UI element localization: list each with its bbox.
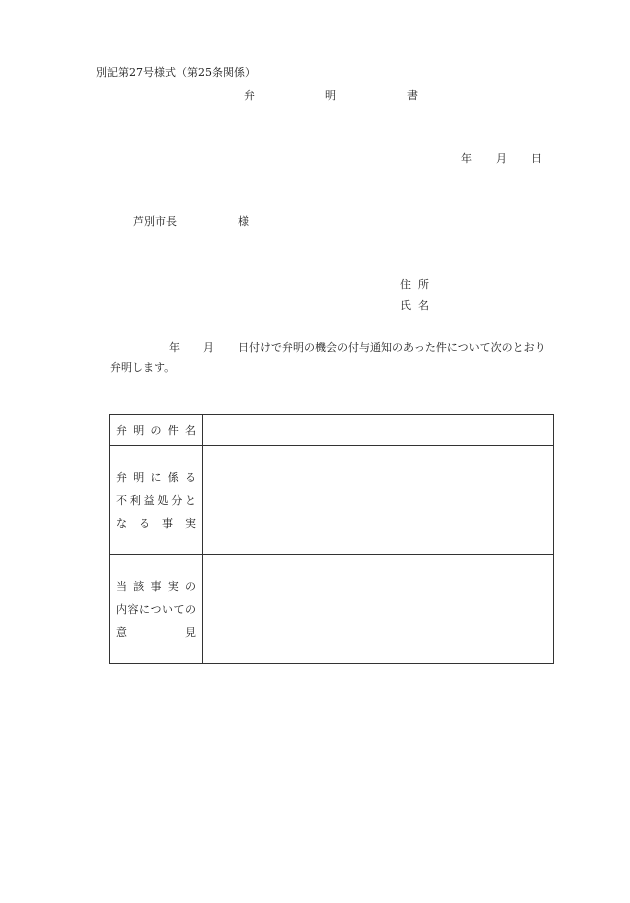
body-line-1 (0, 342, 630, 356)
form-number: 別記第27号様式（第25条関係） (96, 66, 256, 79)
label-char: つ (150, 602, 162, 616)
label-char: の (185, 579, 196, 593)
label-char: 実 (167, 579, 179, 593)
body-year-label: 年 (169, 341, 180, 354)
label-char: 当 (116, 579, 127, 593)
label-char: 明 (133, 423, 145, 437)
sender-address-label (400, 279, 429, 290)
label-char: る (185, 470, 196, 484)
sender-name-label (400, 300, 429, 311)
address-char-1: 住 (400, 278, 411, 291)
label-char: 該 (133, 579, 145, 593)
label-facts-line-3 (110, 512, 202, 535)
label-subject (110, 415, 203, 446)
value-opinion-field[interactable] (203, 555, 554, 664)
label-char: 不 (116, 493, 127, 507)
label-char: い (162, 602, 173, 616)
label-char: 弁 (116, 423, 127, 437)
address-char-2: 所 (418, 278, 429, 291)
title-char-3: 書 (407, 89, 418, 102)
label-char: に (150, 470, 162, 484)
label-opinion (110, 555, 203, 664)
label-char: 内 (116, 602, 127, 616)
label-opinion-line-1 (110, 575, 202, 598)
label-char: 実 (185, 516, 196, 530)
label-char: 利 (129, 493, 141, 507)
value-facts-field[interactable] (203, 446, 554, 555)
table-row-facts (110, 446, 554, 555)
body-text-1: 日付けで弁明の機会の付与通知のあった件について次のとおり (238, 341, 546, 354)
date-month-label: 月 (496, 152, 507, 165)
label-char: な (116, 516, 127, 530)
label-facts (110, 446, 203, 555)
table-row-opinion (110, 555, 554, 664)
label-char: 容 (127, 602, 139, 616)
label-char: と (184, 493, 196, 507)
label-char: 益 (143, 493, 155, 507)
label-char: の (150, 423, 162, 437)
body-month-label: 月 (203, 341, 214, 354)
label-char: 弁 (116, 470, 127, 484)
label-char: 名 (185, 423, 196, 437)
label-char: の (185, 602, 196, 616)
body-line-2: 弁明します。 (110, 361, 176, 374)
label-facts-line-1 (110, 466, 202, 489)
explanation-table (109, 414, 554, 664)
label-char: 件 (167, 423, 179, 437)
name-char-1: 氏 (400, 299, 411, 312)
title-char-2: 明 (325, 89, 336, 102)
label-char: 見 (185, 625, 196, 639)
label-opinion-line-3 (110, 621, 202, 644)
date-line (0, 153, 630, 167)
label-char: る (139, 516, 150, 530)
name-char-2: 名 (418, 299, 429, 312)
label-char: 事 (150, 579, 162, 593)
label-char: て (173, 602, 185, 616)
label-char: 処 (157, 493, 169, 507)
label-char: 明 (133, 470, 145, 484)
label-char: 係 (167, 470, 179, 484)
label-facts-line-2 (110, 489, 202, 512)
label-char: 分 (171, 493, 183, 507)
date-year-label: 年 (461, 152, 472, 165)
label-char: に (139, 602, 150, 616)
label-opinion-line-2 (110, 598, 202, 621)
addressee-honorific: 様 (238, 215, 249, 228)
date-day-label: 日 (531, 152, 542, 165)
label-char: 事 (162, 516, 173, 530)
table-row-subject (110, 415, 554, 446)
addressee-name: 芦別市長 (133, 215, 177, 228)
document-title (0, 90, 630, 104)
label-char: 意 (116, 625, 127, 639)
value-subject-field[interactable] (203, 415, 554, 446)
title-char-1: 弁 (244, 89, 255, 102)
label-subject-line-1 (110, 419, 202, 442)
